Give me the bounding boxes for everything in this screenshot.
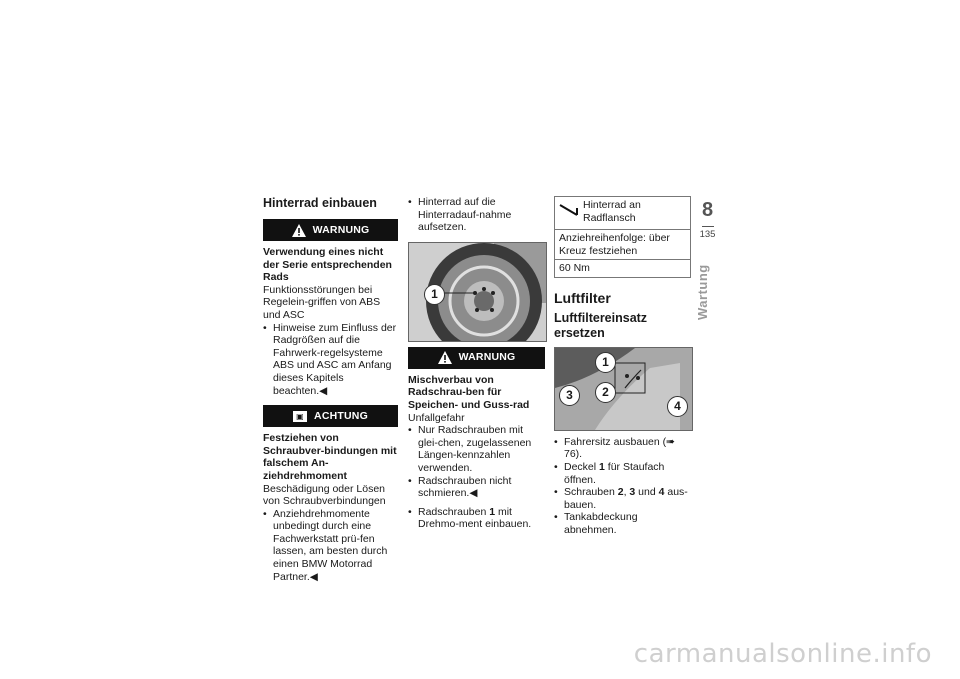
caution-vehicle-icon: ▣ [293,411,307,422]
arrow-ref-icon: ➠ [666,435,675,448]
spec-title-cell: Hinterrad an Radflansch [555,197,691,230]
caution-label: ACHTUNG [314,409,368,422]
rear-wheel-photo [408,242,547,342]
photo-callout-4: 4 [667,396,688,417]
warning-intro: Funktionsstörungen bei Regelein-griffen von ABS und ASC [263,283,381,321]
spec-torque-cell: 60 Nm [555,260,691,278]
chapter-side-title: Wartung [695,264,710,320]
watermark: carmanualsonline.info [633,639,932,669]
list-item: • Nur Radschrauben mit glei-chen, zugelassenen Längen-kennzahlen verwenden. [408,424,545,474]
column-right [554,196,691,537]
photo-callout-2: 2 [595,382,616,403]
air-filter-photo [554,347,693,431]
section-title-air-filter: Luftfilter [554,289,611,306]
column-left [263,196,398,583]
torque-wrench-icon [559,203,579,217]
list-item: • Radschrauben nicht schmieren.◀ [408,475,545,500]
warning-heading: Verwendung eines nicht der Serie entsprechenden Rads [263,246,392,284]
spec-sequence-cell: Anziehreihenfolge: über Kreuz festziehen [555,230,691,260]
chapter-number: 8 [701,199,714,221]
caution-heading: Festziehen von Schraubver-bindungen mit falschem An-ziehdrehmoment [263,432,397,482]
page-number: 135 [699,229,716,240]
list-item: • Hinweise zum Einfluss der Radgrößen auf die Fahrwerk-regelsysteme ABS und ASC am Anfang dieses Kapitels beachten.◀ [263,322,398,398]
list-item: • Hinterrad auf die Hinterradauf-nahme aufsetzen. [408,196,545,234]
photo-callout-1: 1 [595,352,616,373]
warning-heading: Mischverbau von Radschrau-ben für Speichen- und Guss-rad [408,373,530,411]
warning-intro: Unfallgefahr [408,411,465,424]
warning-list [263,322,398,398]
list-item: • Radschrauben 1 mit Drehmo-ment einbauen. [408,506,545,531]
subsection-title: Luftfiltereinsatz ersetzen [554,310,648,340]
warning-triangle-icon [292,224,306,237]
warning-list [408,424,545,500]
list-item: • Deckel 1 für Staufach öffnen. [554,461,691,486]
caution-banner [263,405,398,427]
warning-label: WARNUNG [312,223,370,236]
warning-banner-2 [408,347,545,369]
warning-banner [263,219,398,241]
list-item: • Anziehdrehmomente unbedingt durch eine Fachwerkstatt prü-fen lassen, am besten durch einen BMW Motorrad Partner.◀ [263,508,398,584]
photo-callout-1: 1 [424,284,445,305]
list-item: • Schrauben 2, 3 und 4 aus-bauen. [554,486,691,511]
warning-label: WARNUNG [458,351,516,364]
list-item: • Tankabdeckung abnehmen. [554,511,691,536]
column-middle [408,196,545,531]
caution-list [263,508,398,584]
photo-callout-3: 3 [559,385,580,406]
list-item: • Fahrersitz ausbauen (➠ 76). [554,436,691,461]
step-list-top [408,196,545,234]
warning-triangle-icon [438,351,452,364]
torque-spec-table [554,196,691,278]
chapter-divider [702,226,714,227]
section-title-rear-wheel: Hinterrad einbauen [263,196,377,210]
step-list-bottom [408,506,545,531]
caution-intro: Beschädigung oder Lösen von Schraubverbindungen [263,482,386,508]
step-list [554,436,691,537]
